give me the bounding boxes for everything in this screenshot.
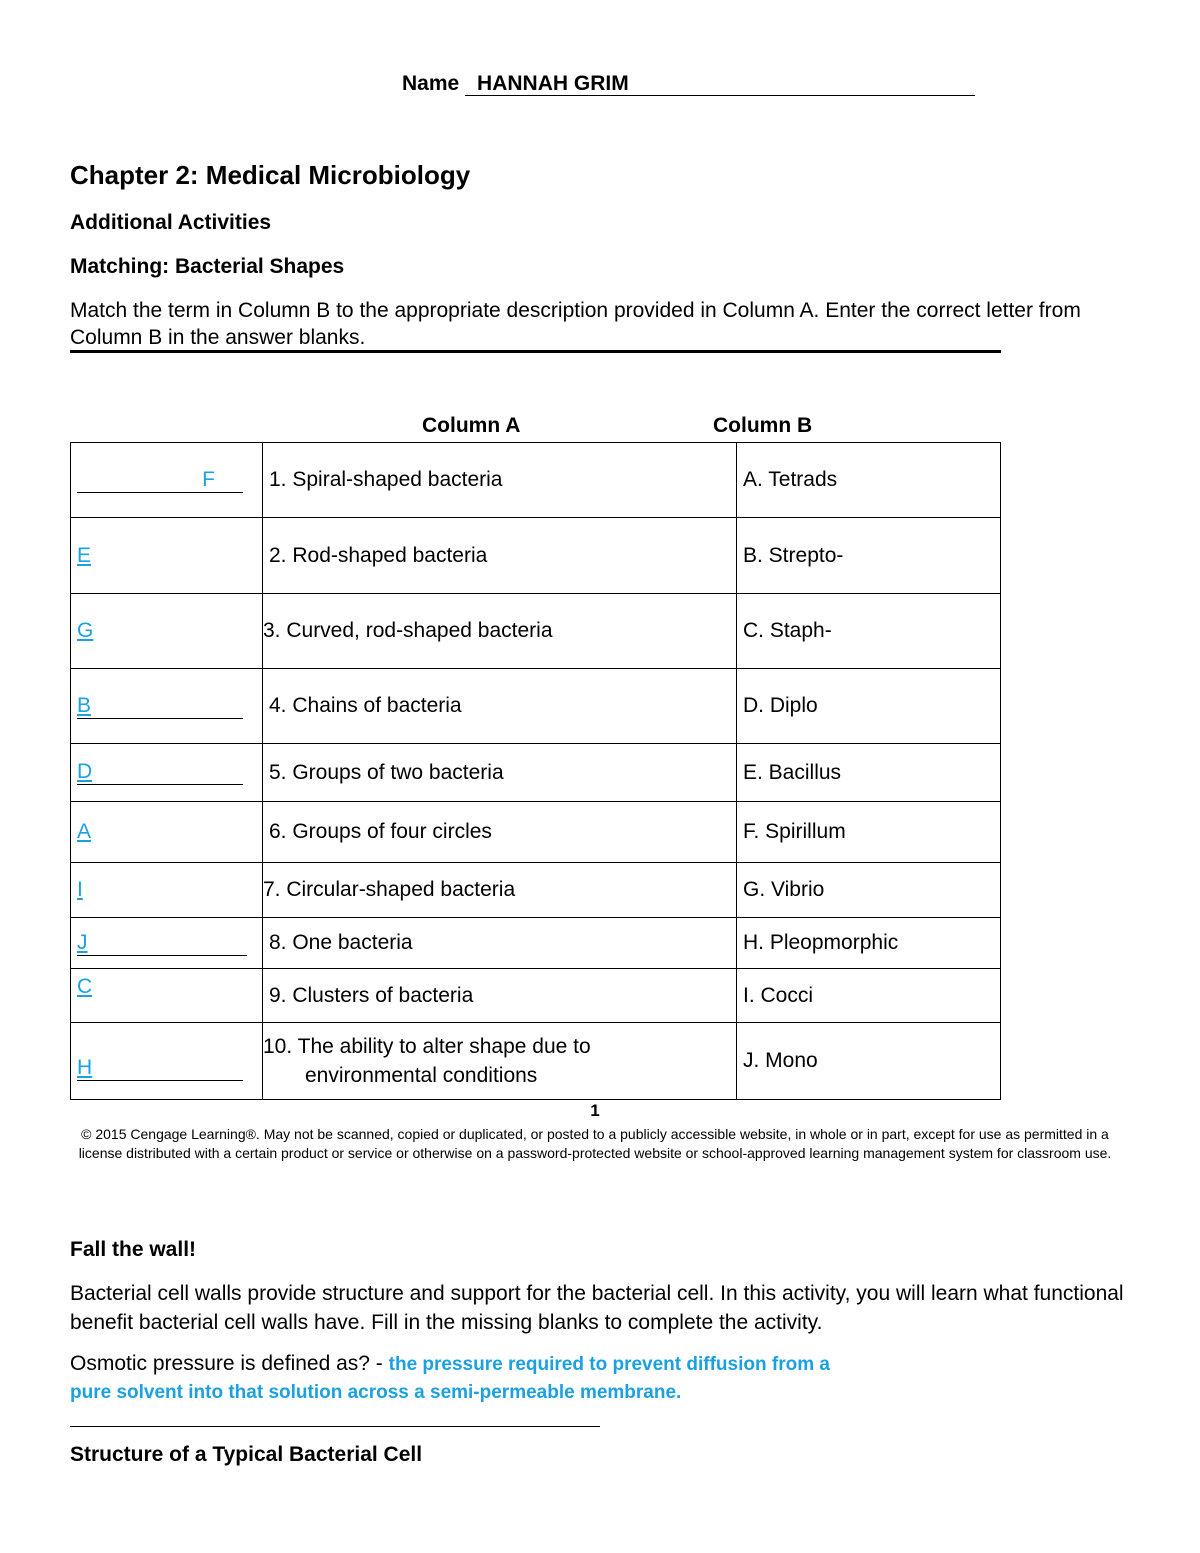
answer-letter[interactable]: D: [77, 760, 93, 783]
description-cell: 3. Curved, rod-shaped bacteria: [263, 594, 737, 669]
description-line: environmental conditions: [305, 1064, 538, 1087]
answer-letter[interactable]: F: [202, 467, 215, 491]
table-row: [71, 744, 1001, 802]
table-row: [71, 1023, 1001, 1100]
answer-letter[interactable]: C: [77, 975, 93, 998]
description-cell: 9. Clusters of bacteria: [263, 969, 737, 1023]
answer-blank[interactable]: [70, 1406, 600, 1427]
column-b-header: Column B: [713, 414, 813, 437]
fall-paragraph: Bacterial cell walls provide structure and support for the bacterial cell. In this activity, you will learn what functional benefit bacterial cell walls have. Fill in the missing blanks to complete the activity.: [70, 1282, 1124, 1334]
answer-letter[interactable]: G: [77, 619, 94, 642]
description-cell: 6. Groups of four circles: [263, 802, 737, 863]
table-row: [71, 443, 1001, 518]
answer-cell[interactable]: [71, 518, 263, 594]
fall-title: Fall the wall!: [70, 1238, 197, 1261]
answer-cell[interactable]: [71, 863, 263, 918]
term-cell: B. Strepto-: [737, 518, 1001, 594]
osmotic-question-text: Osmotic pressure is defined as? -: [70, 1352, 383, 1375]
answer-cell[interactable]: [71, 802, 263, 863]
answer-blank[interactable]: [77, 694, 243, 719]
instructions: Match the term in Column B to the appropriate description provided in Column A. Enter the correct letter from Column B in the answer blanks.: [70, 299, 1081, 349]
answer-cell[interactable]: [71, 443, 263, 518]
table-row: [71, 518, 1001, 594]
osmotic-answer[interactable]: the pressure required to prevent diffusion from a pure solvent into that solution across a semi-permeable membrane.: [70, 1354, 830, 1403]
answer-cell[interactable]: [71, 744, 263, 802]
matching-table: [70, 442, 1001, 1100]
description-cell: 1. Spiral-shaped bacteria: [263, 443, 737, 518]
answer-blank[interactable]: [77, 760, 243, 785]
table-row: [71, 863, 1001, 918]
term-cell: E. Bacillus: [737, 744, 1001, 802]
structure-title: Structure of a Typical Bacterial Cell: [70, 1443, 423, 1466]
answer-cell[interactable]: [71, 969, 263, 1023]
term-cell: I. Cocci: [737, 969, 1001, 1023]
column-a-header: Column A: [422, 414, 521, 437]
answer-blank[interactable]: [77, 931, 247, 956]
divider: [70, 350, 1001, 353]
answer-blank[interactable]: [77, 468, 243, 493]
answer-letter[interactable]: I: [77, 878, 83, 901]
term-cell: C. Staph-: [737, 594, 1001, 669]
table-row: [71, 802, 1001, 863]
answer-letter[interactable]: B: [77, 693, 92, 717]
answer-letter[interactable]: E: [77, 543, 92, 567]
term-cell: F. Spirillum: [737, 802, 1001, 863]
description-cell: 5. Groups of two bacteria: [263, 744, 737, 802]
section-title: Additional Activities: [70, 211, 272, 234]
answer-letter[interactable]: H: [77, 1056, 93, 1079]
term-cell: A. Tetrads: [737, 443, 1001, 518]
term-cell: H. Pleopmorphic: [737, 918, 1001, 969]
description-cell: 2. Rod-shaped bacteria: [263, 518, 737, 594]
term-cell: D. Diplo: [737, 669, 1001, 744]
term-cell: J. Mono: [737, 1023, 1001, 1100]
description-cell: 7. Circular-shaped bacteria: [263, 863, 737, 918]
answer-cell[interactable]: [71, 918, 263, 969]
answer-blank[interactable]: [77, 1056, 243, 1081]
table-row: [71, 669, 1001, 744]
description-cell: [263, 1023, 737, 1100]
table-row: [71, 918, 1001, 969]
description-cell: 8. One bacteria: [263, 918, 737, 969]
osmotic-question: [70, 1350, 830, 1434]
answer-cell[interactable]: [71, 594, 263, 669]
page-number: 1: [590, 1101, 600, 1120]
term-cell: G. Vibrio: [737, 863, 1001, 918]
copyright-notice: © 2015 Cengage Learning®. May not be scanned, copied or duplicated, or posted to a publicly accessible website, in whole or in part, except for use as permitted in a license distributed with a certain product or service or otherwise on a password-protected website or school-approved learning management system for classroom use.: [78, 1126, 1112, 1161]
name-label: Name: [402, 72, 460, 95]
answer-letter[interactable]: J: [77, 930, 88, 954]
chapter-title: Chapter 2: Medical Microbiology: [70, 160, 471, 190]
description-cell: 4. Chains of bacteria: [263, 669, 737, 744]
answer-cell[interactable]: [71, 669, 263, 744]
name-line: [402, 72, 975, 96]
table-row: [71, 594, 1001, 669]
table-row: [71, 969, 1001, 1023]
matching-title: Matching: Bacterial Shapes: [70, 255, 345, 278]
answer-letter[interactable]: A: [77, 820, 92, 843]
description-line: 10. The ability to alter shape due to: [263, 1035, 591, 1058]
answer-cell[interactable]: [71, 1023, 263, 1100]
name-field[interactable]: HANNAH GRIM: [465, 73, 975, 96]
